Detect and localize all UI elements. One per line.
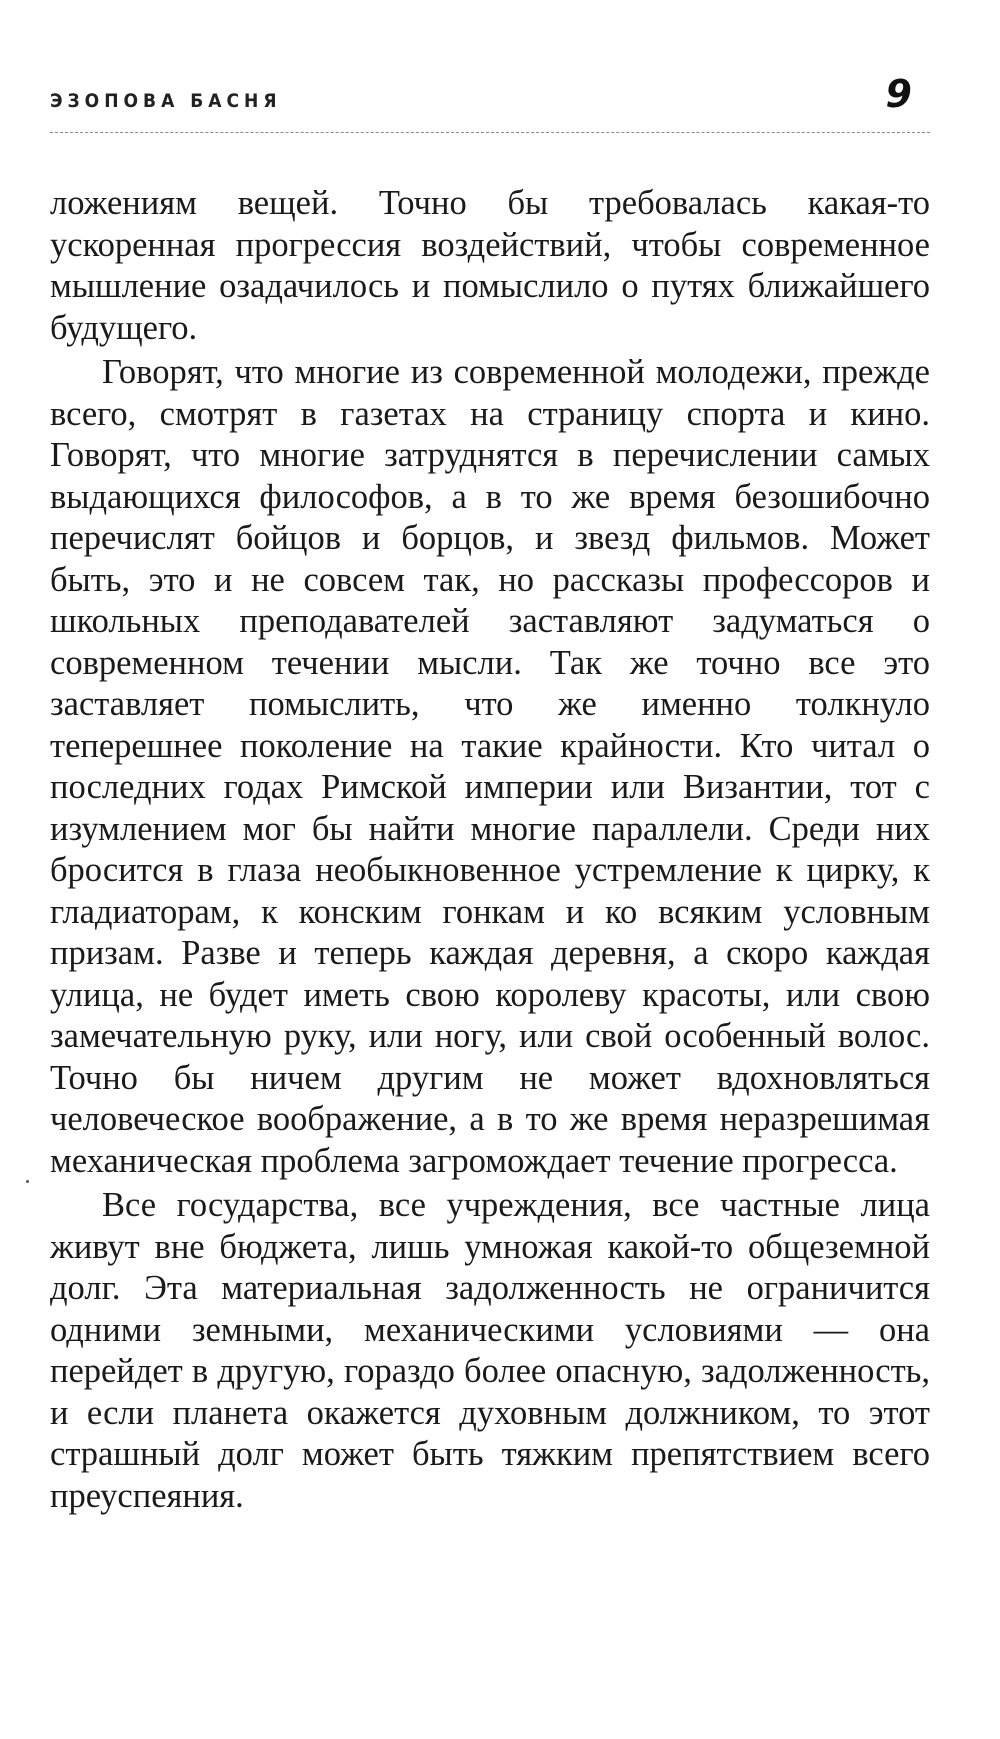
page-number: 9 [885, 72, 912, 116]
print-speck [26, 1180, 29, 1183]
paragraph: Говорят, что многие из современной молодежи, прежде всего, смотрят в газетах на страницу спорта и кино. Говорят, что многие затруднятся в перечислении самых выдающихся философов, а в то же время безошибочно перечислят бойцов и борцов, и звезд фильмов. Может быть, это и не совсем так, но рассказы профессоров и школьных преподавателей заставляют задуматься о современном течении мысли. Так же точно все это заставляет помыслить, что же именно толкнуло теперешнее поколение на такие крайности. Кто читал о последних годах Римской империи или Византии, тот с изумлением мог бы найти многие параллели. Среди них бросится в глаза необыкновенное устремление к цирку, к гладиаторам, к конским гонкам и ко всяким условным призам. Разве и теперь каждая деревня, а скоро каждая улица, не будет иметь свою королеву красоты, или свою замечательную руку, или ногу, или свой особенный волос. Точно бы ничем другим не может вдохновляться человеческое воображение, а в то же время неразрешимая механическая проблема загромождает течение прогресса. [50, 353, 930, 1180]
paragraph-continued: ложениям вещей. Точно бы требовалась какая-то ускоренная прогрессия воздействий, чтобы современное мышление озадачилось и помыслило о путях ближайшего будущего. [50, 184, 930, 347]
paragraph: Все государства, все учреждения, все частные лица живут вне бюджета, лишь умножая какой-то общеземной долг. Эта материальная задолженность не ограничится одними земными, механическими условиями — она перейдет в другую, гораздо более опасную, задолженность, и если планета окажется духовным должником, то этот страшный долг может быть тяжким препятствием всего преуспеяния. [50, 1186, 930, 1515]
header-rule [50, 132, 930, 133]
running-head [50, 70, 930, 130]
running-title: ЭЗОПОВА БАСНЯ [50, 90, 282, 112]
body-text [50, 183, 930, 1520]
